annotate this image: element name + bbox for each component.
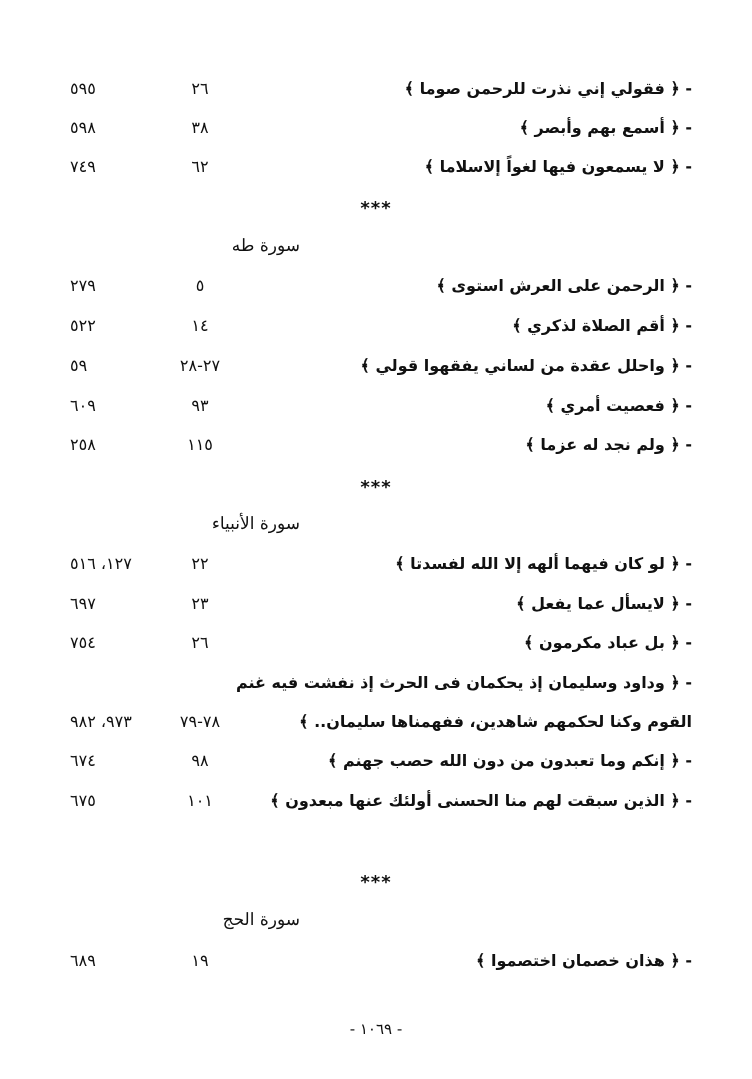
ayah-number: ٩٣ [191, 396, 209, 415]
page-reference: ٢٧٩ [70, 276, 96, 295]
index-entry [0, 946, 752, 976]
section-separator: *** [360, 872, 392, 893]
page-reference: ٦٩٧ [70, 594, 96, 613]
index-entry [0, 271, 752, 301]
page-reference: ٦٧٤ [70, 751, 96, 770]
page-reference: ٧٤٩ [70, 157, 96, 176]
ayah-number: ٢٧-٢٨ [179, 356, 221, 375]
verse-text-line-2: القوم وكنا لحكمهم شاهدين، ففهمناها سليمان.. ﴾ [299, 712, 692, 731]
section-separator: *** [360, 198, 392, 219]
ayah-number: ٩٨ [191, 751, 209, 770]
page-reference: ٢٥٨ [70, 435, 96, 454]
surah-heading: سورة طه [231, 236, 300, 256]
verse-text: - ﴿ فعصيت أمري ﴾ [545, 396, 692, 415]
verse-text: - ﴿ أسمع بهم وأبصر ﴾ [519, 118, 692, 137]
index-entry [0, 351, 752, 381]
verse-text: - ﴿ بل عباد مكرمون ﴾ [524, 633, 692, 652]
page-reference: ٧٥٤ [70, 633, 96, 652]
ayah-number: ٧٨-٧٩ [179, 712, 221, 731]
index-entry [0, 311, 752, 341]
page-reference: ٩٧٣، ٩٨٢ [70, 712, 132, 731]
verse-text: - ﴿ هذان خصمان اختصموا ﴾ [476, 951, 692, 970]
verse-text: - ﴿ واحلل عقدة من لساني يفقهوا قولي ﴾ [360, 356, 692, 375]
ayah-number: ٢٢ [191, 554, 209, 573]
ayah-number: ١١٥ [187, 435, 213, 454]
index-entry [0, 391, 752, 421]
index-entry [0, 628, 752, 658]
index-entry [0, 707, 752, 737]
section-separator: *** [360, 477, 392, 498]
index-entry [0, 549, 752, 579]
ayah-number: ٢٣ [191, 594, 209, 613]
verse-text: - ﴿ ولم نجد له عزما ﴾ [525, 435, 692, 454]
ayah-number: ٥ [195, 276, 205, 295]
verse-text-line-1: - ﴿ وداود وسليمان إذ يحكمان فى الحرث إذ نفشت فيه غنم [235, 673, 692, 692]
ayah-number: ١٤ [191, 316, 209, 335]
page-reference: ٥٢٢ [70, 316, 96, 335]
verse-text: - ﴿ لا يسمعون فيها لغواً إلاسلاما ﴾ [424, 157, 692, 176]
surah-heading: سورة الأنبياء [211, 514, 300, 534]
verse-text: - ﴿ فقولي إني نذرت للرحمن صوما ﴾ [404, 79, 692, 98]
index-entry [0, 74, 752, 104]
page-reference: ٦٨٩ [70, 951, 96, 970]
verse-text: - ﴿ إنكم وما تعبدون من دون الله حصب جهنم ﴾ [328, 751, 692, 770]
page-reference: ٦٧٥ [70, 791, 96, 810]
page-number: - ١٠٦٩ - [349, 1020, 403, 1038]
ayah-number: ١٩ [191, 951, 209, 970]
page-reference: ٥٩٨ [70, 118, 96, 137]
surah-heading: سورة الحج [222, 910, 300, 930]
index-entry [0, 430, 752, 460]
ayah-number: ١٠١ [187, 791, 213, 810]
verse-text: - ﴿ لايسأل عما يفعل ﴾ [516, 594, 692, 613]
page-reference: ١٢٧، ٥١٦ [70, 554, 132, 573]
index-entry [0, 113, 752, 143]
page-reference: ٦٠٩ [70, 396, 96, 415]
index-entry [0, 746, 752, 776]
page-reference: ٥٩٥ [70, 79, 96, 98]
verse-text: - ﴿ لو كان فيهما ألهه إلا الله لفسدتا ﴾ [395, 554, 692, 573]
ayah-number: ٢٦ [191, 79, 209, 98]
ayah-number: ٦٢ [191, 157, 209, 176]
verse-text: - ﴿ الرحمن على العرش استوى ﴾ [436, 276, 692, 295]
ayah-number: ٢٦ [191, 633, 209, 652]
page-reference: ٥٩ [70, 356, 88, 375]
verse-text: - ﴿ أقم الصلاة لذكري ﴾ [512, 316, 692, 335]
index-entry [0, 786, 752, 816]
index-entry [0, 152, 752, 182]
index-entry [0, 589, 752, 619]
ayah-number: ٣٨ [191, 118, 209, 137]
verse-text: - ﴿ الذين سبقت لهم منا الحسنى أولئك عنها مبعدون ﴾ [270, 791, 692, 810]
